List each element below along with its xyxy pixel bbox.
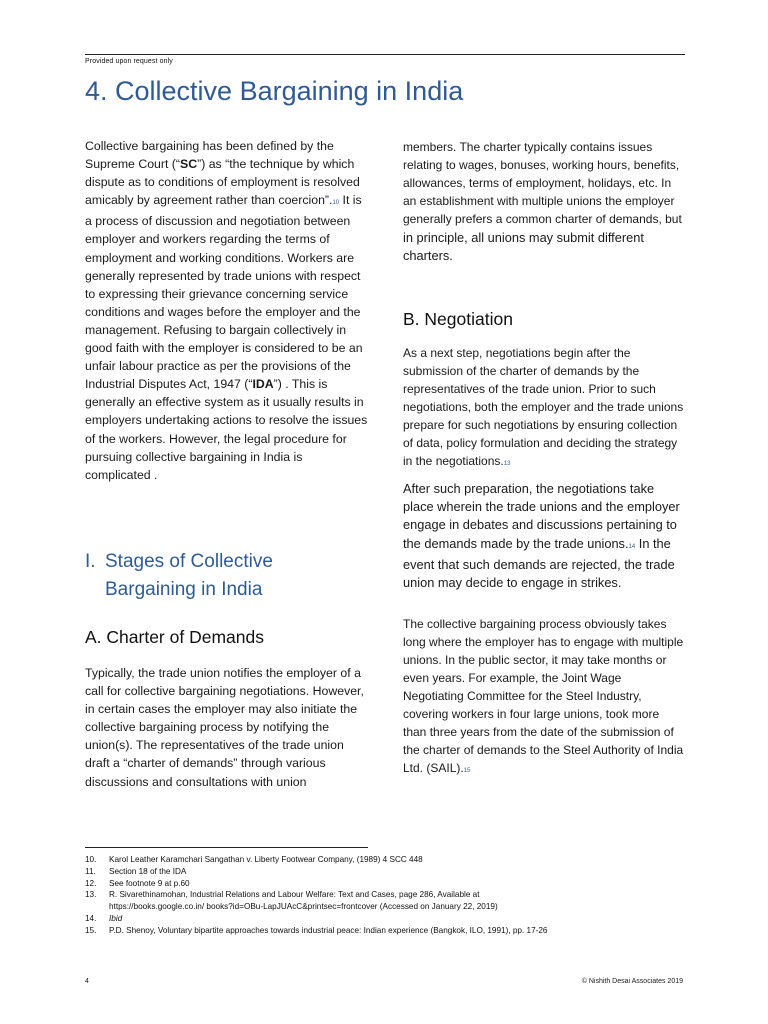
- intro-text-1: Collective bargaining has been defined by the Supreme Court (“: [85, 139, 334, 172]
- footnote-ref-10[interactable]: 10: [332, 200, 340, 207]
- page-number: 4: [85, 978, 89, 985]
- footnote-number: 12.: [85, 878, 97, 888]
- footnote-item: [85, 901, 685, 913]
- negotiation-paragraph-1: [403, 344, 685, 473]
- footnote-ref-13[interactable]: 13: [503, 461, 511, 467]
- left-column-intro: [85, 137, 370, 484]
- footnote-number: 11.: [85, 866, 96, 876]
- footnote-ref-14[interactable]: 14: [628, 543, 636, 550]
- footnote-text: Section 18 of the IDA: [109, 866, 187, 876]
- footnote-rule: [85, 847, 368, 848]
- header-rule: [85, 54, 685, 55]
- footnote-number: 14.: [85, 913, 97, 923]
- negotiation-heading: B. Negotiation: [403, 309, 513, 329]
- section-heading-line1: Stages of Collective: [105, 551, 273, 572]
- footnote-text: R. Sivarethinamohan, Industrial Relations and Labour Welfare: Text and Cases, page 286, Available at: [109, 890, 480, 900]
- negotiation-text-2b: In the event that such demands are rejected, the trade union may decide to engage in strikes.: [403, 535, 675, 591]
- footnote-item: [85, 854, 685, 866]
- header-label: Provided upon request only: [85, 58, 173, 65]
- negotiation-text-2a: After such preparation, the negotiations take place wherein the trade unions and the employer engage in debates and discussions pertaining to the demands made by the trade unions.: [403, 481, 680, 551]
- charter-paragraph-block: [85, 664, 370, 791]
- negotiation-text-1: As a next step, negotiations begin after the submission of the charter of demands by the representatives of the trade union. Prior to such negotiations, both the employer and the trade unions prepare for such negotiations by ensuring collection of data, policy formulation and deciding the strategy in the negotiations.: [403, 346, 684, 468]
- footer-copyright: © Nishith Desai Associates 2019: [581, 978, 683, 985]
- footnote-number: 15.: [85, 925, 97, 935]
- footnote-number: 13.: [85, 890, 97, 900]
- charter-of-demands-heading: A. Charter of Demands: [85, 627, 264, 647]
- intro-bold-sc: SC: [180, 157, 198, 172]
- footnote-number: 10.: [85, 855, 97, 864]
- footnote-item: [85, 889, 685, 901]
- footnote-text: See footnote 9 at p.60: [109, 878, 190, 888]
- intro-text-4: ”) . This is generally an effective system as it usually results in employers undertaking actions to resolve the issues of the workers. However, the legal procedure for pursuing collective bargaining in India is complicated .: [85, 377, 368, 482]
- negotiation-paragraph-3: [403, 615, 685, 780]
- footnotes-list: [85, 854, 685, 937]
- footnote-item: [85, 866, 685, 878]
- intro-paragraph: [85, 137, 370, 484]
- negotiation-paragraph-2: [403, 480, 685, 592]
- footnote-text: Ibid: [109, 913, 123, 923]
- charter-continued-paragraph: members. The charter typically contains issues relating to wages, bonuses, working hours, benefits, allowances, terms of employment, holidays, etc. In an establishment with multiple unions the employer generally prefers a common charter of demands, but: [403, 140, 682, 226]
- negotiation-paragraph-2-block: [403, 480, 685, 592]
- footnote-text: P.D. Shenoy, Voluntary bipartite approaches towards industrial peace: Indian experience (Bangkok, ILO, 1991), pp. 17-26: [109, 925, 548, 935]
- footnote-ref-15[interactable]: 15: [463, 768, 471, 774]
- footnote-item: [85, 878, 685, 890]
- intro-text-2: ”) as “the technique by which dispute as to conditions of employment is resolved amicably by agreement rather than coercion”.: [85, 157, 360, 208]
- footnote-link[interactable]: https://books.google.co.in/ books?id=OBu-LapJUAcC&printsec=frontcover (Accessed on January 22, 2019): [109, 902, 498, 912]
- section-heading-stages: [85, 548, 370, 604]
- intro-text-3: It is a process of discussion and negotiation between employer and workers regarding the terms of employment and working conditions. Workers are generally represented by trade unions with respect to expressing their grievance concerning service conditions and wages before the employer and the management. Refusing to bargain collectively in good faith with the employer is considered to be an unfair labour practice as per the provisions of the Industrial Disputes Act, 1947 (“: [85, 193, 363, 392]
- right-column-charter-continued: [403, 138, 685, 265]
- footnote-item: [85, 913, 685, 925]
- negotiation-text-3: The collective bargaining process obviously takes long where the employer has to engage with multiple unions. In the public sector, it may take months or even years. For example, the Joint Wage Negotiating Committee for the Steel Industry, covering workers in four large unions, took more than three years from the date of the submission of the charter of demands to the Steel Authority of India Ltd. (SAIL).: [403, 617, 684, 775]
- footnote-text: Karol Leather Karamchari Sangathan v. Liberty Footwear Company, (1989) 4 SCC 448: [109, 855, 423, 864]
- charter-paragraph: Typically, the trade union notifies the employer of a call for collective bargaining negotiations. However, in certain cases the employer may also initiate the collective bargaining process by notifying the union(s). The representatives of the trade union draft a “charter of demands” through various discussions and consultations with union: [85, 666, 364, 789]
- negotiation-paragraph-3-block: [403, 615, 685, 780]
- section-number: I.: [85, 551, 96, 572]
- footnote-item: [85, 925, 685, 937]
- page-title: 4. Collective Bargaining in India: [85, 76, 464, 106]
- negotiation-paragraph-1-block: [403, 344, 685, 473]
- charter-continued-paragraph-2: in principle, all unions may submit different charters.: [403, 230, 644, 264]
- footnote-number: [85, 901, 109, 913]
- intro-bold-ida: IDA: [252, 377, 274, 392]
- section-heading-line2: Bargaining in India: [105, 579, 263, 600]
